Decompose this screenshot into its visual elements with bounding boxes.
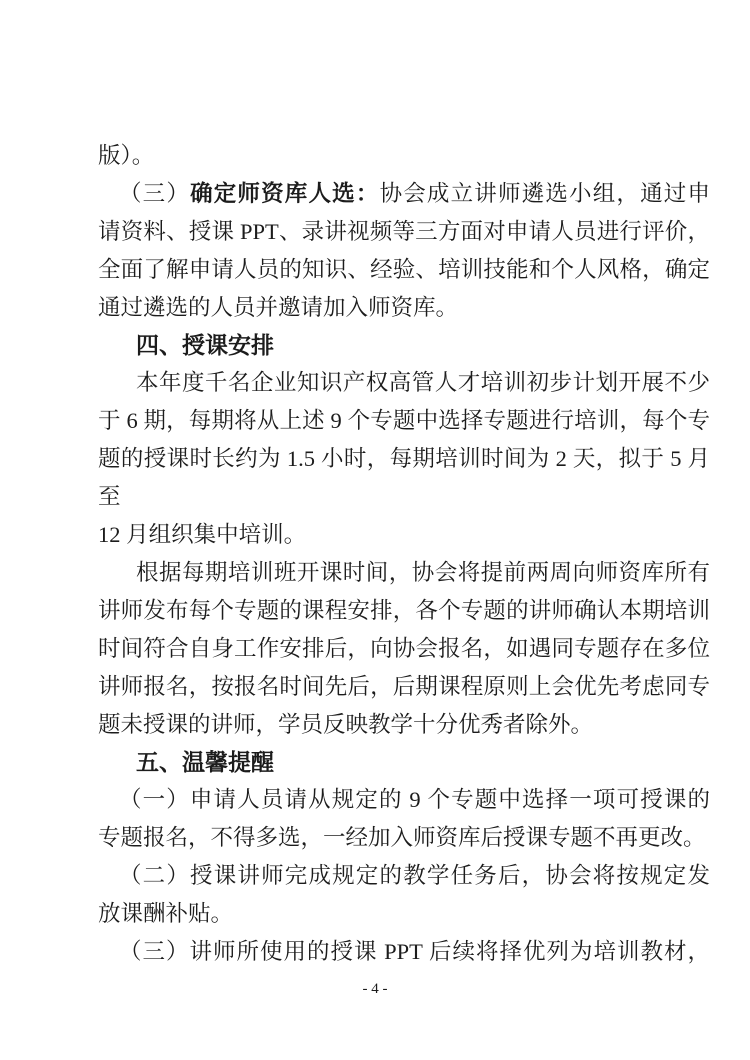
text-line: 讲师发布每个专题的课程安排，各个专题的讲师确认本期培训 [98, 597, 710, 623]
text-line: （二）授课讲师完成规定的教学任务后，协会将按规定发 [119, 863, 710, 889]
text-line: 本年度千名企业知识产权高管人才培训初步计划开展不少 [136, 370, 710, 396]
text-line: 时间符合自身工作安排后，向协会报名，如遇同专题存在多位 [98, 635, 710, 661]
text-run: 协会成立讲师遴选小组，通过申 [379, 180, 710, 206]
text-line: （一）申请人员请从规定的 9 个专题中选择一项可授课的 [119, 787, 710, 813]
text-line: 根据每期培训班开课时间，协会将提前两周向师资库所有 [136, 559, 710, 585]
text-line: 专题报名，不得多选，一经加入师资库后授课专题不再更改。 [98, 825, 706, 851]
text-line: 请资料、授课 PPT、录讲视频等三方面对申请人员进行评价， [98, 218, 710, 244]
text-line: 12 月组织集中培训。 [98, 522, 307, 548]
text-line: 版）。 [98, 143, 155, 168]
text-line: 讲师报名，按报名时间先后，后期课程原则上会优先考虑同专 [98, 673, 710, 699]
section-heading: 五、温馨提醒 [136, 748, 274, 775]
text-line: （三）讲师所使用的授课 PPT 后续将择优列为培训教材， [119, 939, 710, 965]
list-item-marker: （三） [119, 180, 191, 206]
text-line: 题的授课时长约为 1.5 小时，每期培训时间为 2 天，拟于 5 月至 [98, 446, 710, 510]
section-heading: 四、授课安排 [136, 331, 274, 358]
document-text-block [98, 137, 710, 971]
text-line: 于 6 期，每期将从上述 9 个专题中选择专题进行培训，每个专 [98, 408, 710, 434]
bold-run: 确定师资库人选： [190, 180, 380, 206]
text-line [98, 175, 710, 213]
text-line: 题未授课的讲师，学员反映教学十分优秀者除外。 [98, 711, 594, 737]
text-line: 放课酬补贴。 [98, 901, 234, 927]
text-line: 通过遴选的人员并邀请加入师资库。 [98, 294, 459, 320]
page-number: - 4 - [362, 981, 388, 997]
text-line: 全面了解申请人员的知识、经验、培训技能和个人风格，确定 [98, 256, 710, 282]
